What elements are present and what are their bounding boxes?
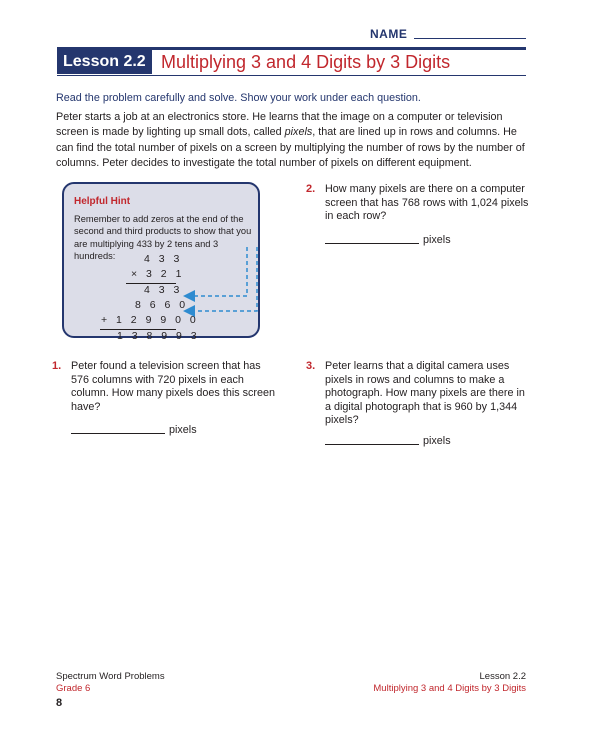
q1-text: Peter found a television screen that has 576 columns with 720 pixels in each column. How many pixels does this screen have? [71, 360, 276, 413]
footer-lesson: Lesson 2.2 [479, 671, 526, 682]
calc-partial-2: 8 6 6 0 [135, 299, 189, 311]
q2-text: How many pixels are there on a computer screen that has 768 rows with 1,024 pixels in each row? [325, 183, 529, 223]
calc-product: 1 3 8 9 9 3 [117, 330, 200, 342]
q3-text: Peter learns that a digital camera uses pixels in rows and columns to make a photograph. How many pixels are there in a digital photograph that is 960 by 1,344 pixels? [325, 360, 525, 427]
q1-answer-line[interactable] [71, 433, 165, 434]
hint-text: Remember to add zeros at the end of the second and third products to show that you are multiplying 433 by 2 tens and 3 hundreds: [74, 214, 252, 262]
q3-unit: pixels [423, 435, 451, 447]
lesson-title: Multiplying 3 and 4 Digits by 3 Digits [161, 52, 451, 72]
q3-answer-line[interactable] [325, 444, 419, 445]
arrow-tens [186, 247, 247, 296]
footer-grade: Grade 6 [56, 683, 91, 694]
calc-multiplicand: 4 3 3 [144, 253, 183, 265]
q2-number: 2. [306, 183, 316, 195]
hint-title: Helpful Hint [74, 196, 131, 207]
calc-partial-3: + 1 2 9 9 0 0 [101, 314, 199, 326]
q1-unit: pixels [169, 424, 197, 436]
lesson-label: Lesson 2.2 [57, 50, 152, 74]
footer-lesson-title: Multiplying 3 and 4 Digits by 3 Digits [373, 683, 526, 694]
q2-answer-line[interactable] [325, 243, 419, 244]
page-number: 8 [56, 697, 63, 709]
calc-partial-1: 4 3 3 [144, 284, 183, 296]
q3-number: 3. [306, 360, 316, 372]
q1-number: 1. [52, 360, 62, 372]
footer-book-title: Spectrum Word Problems [56, 671, 165, 682]
q2-unit: pixels [423, 234, 451, 246]
instructions: Read the problem carefully and solve. Show your work under each question. [56, 92, 421, 104]
name-label: NAME [370, 27, 408, 41]
intro-italic-word: pixels [284, 126, 313, 139]
intro-text-2: , that are lined up in rows and columns. He can find the total number of pixels on a screen by multiplying the number of rows by the number of columns. Peter decides to investigate the total number of pixels on different equipment. [56, 126, 525, 170]
calc-multiplier: × 3 2 1 [131, 268, 185, 280]
intro-text-1: Peter starts a job at an electronics store. He learns that the image on a computer or television screen is made by lighting up small dots, called [56, 111, 503, 139]
